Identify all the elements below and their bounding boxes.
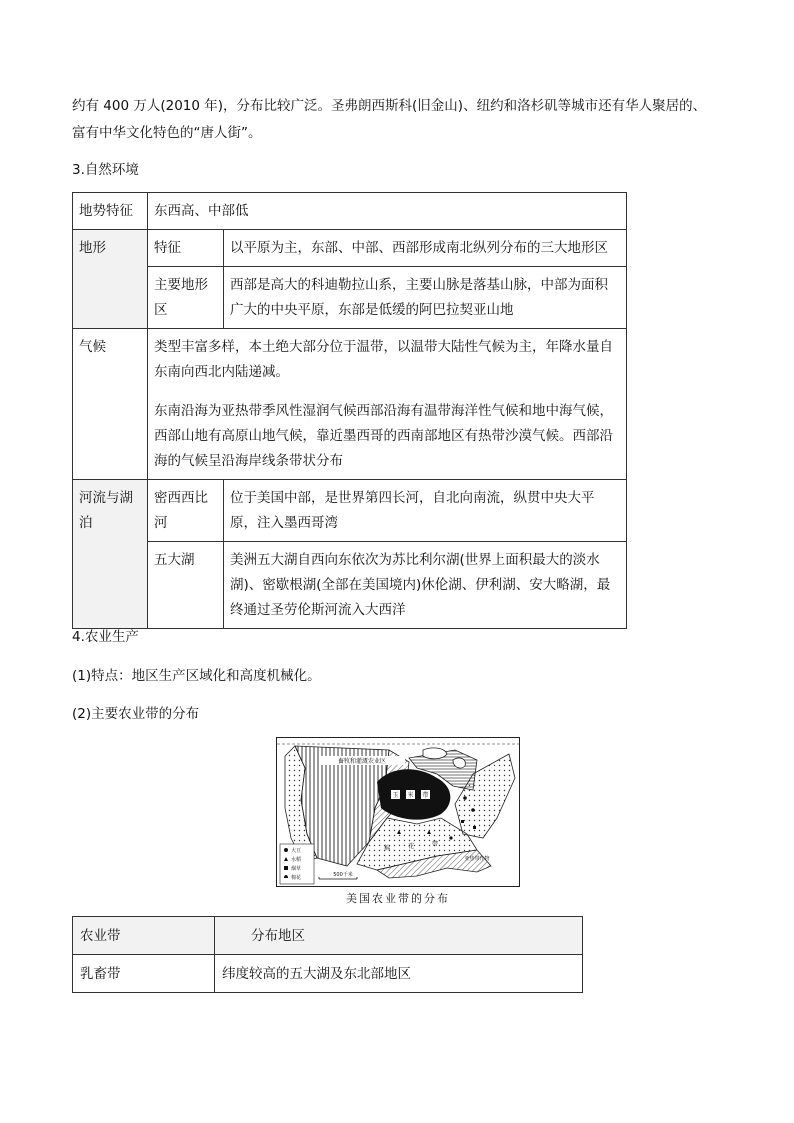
- soybean-icon: [284, 848, 288, 852]
- corn-belt-char-3: 带: [422, 792, 429, 799]
- climate-paragraph-1: 类型丰富多样，本土绝大部分位于温带，以温带大陆性气候为主，年降水量自东南向西北内陆递减。: [154, 339, 613, 380]
- feature-label: 特征: [148, 230, 224, 267]
- terrain-label: 地势特征: [73, 193, 148, 230]
- legend-tobacco: 烟草: [291, 866, 302, 872]
- table-row: [73, 955, 583, 993]
- table-row: [73, 230, 627, 267]
- table-row: [73, 480, 627, 542]
- map-legend: [280, 844, 314, 884]
- tobacco-icon: [284, 866, 288, 870]
- agriculture-belt-table: [72, 916, 583, 993]
- mississippi-label: 密西西比河: [148, 480, 224, 542]
- great-lakes-value: 美洲五大湖自西向东依次为苏比利尔湖(世界上面积最大的淡水湖)、密歇根湖(全部在美国境内)休伦湖、伊利湖、安大略湖，最终通过圣劳伦斯河流入大西洋: [224, 542, 627, 629]
- corn-belt-labels: [391, 790, 430, 799]
- climate-label: 气候: [73, 329, 148, 480]
- legend-cotton: 棉花: [291, 875, 302, 881]
- section-natural-environment: 3.自然环境: [72, 162, 139, 178]
- rivers-lakes-label: 河流与湖泊: [73, 480, 148, 629]
- climate-value: [148, 329, 627, 480]
- intro-paragraph: [72, 93, 732, 147]
- agri-point-1: (1)特点：地区生产区域化和高度机械化。: [72, 668, 321, 684]
- us-agriculture-map: [276, 737, 520, 887]
- table-row: [73, 193, 627, 230]
- intro-line-2: 富有中华文化特色的“唐人街”。: [72, 125, 262, 141]
- scale-label: 500千米: [333, 872, 353, 878]
- section-agriculture: 4.农业生产: [72, 629, 139, 645]
- cotton-belt-char-1: 棉: [383, 845, 391, 852]
- map-graphic: [277, 738, 519, 886]
- feature-value: 以平原为主，东部、中部、西部形成南北纵列分布的三大地形区: [224, 230, 627, 267]
- agri-point-2: (2)主要农业带的分布: [72, 706, 200, 722]
- col-header-area: 分布地区: [215, 917, 583, 955]
- area-cell: 纬度较高的五大湖及东北部地区: [215, 955, 583, 993]
- landform-label: 地形: [73, 230, 148, 329]
- map-label-subtropical: 亚热带作物: [464, 856, 490, 862]
- corn-belt-char-2: 米: [407, 792, 414, 799]
- corn-belt-char-1: 玉: [392, 792, 399, 799]
- main-landforms-label: 主要地形区: [148, 267, 224, 329]
- col-header-belt: 农业带: [73, 917, 215, 955]
- climate-paragraph-2: 东南沿海为亚热带季风性湿润气候西部沿海有温带海洋性气候和地中海气候，西部山地有高原山地气候，靠近墨西哥的西南部地区有热带沙漠气候。西部沿海的气候呈沿海岸线条带状分布: [154, 403, 613, 469]
- terrain-value: 东西高、中部低: [148, 193, 627, 230]
- legend-rice: 水稻: [291, 857, 302, 863]
- cotton-belt-char-2: 花: [407, 843, 415, 850]
- main-landforms-value: 西部是高大的科迪勒拉山系，主要山脉是落基山脉，中部为面积广大的中央平原，东部是低缓的阿巴拉契亚山地: [224, 267, 627, 329]
- great-lakes-label: 五大湖: [148, 542, 224, 629]
- table-header-row: [73, 917, 583, 955]
- table-row: [73, 267, 627, 329]
- intro-line-1: 约有 400 万人(2010 年)，分布比较广泛。圣弗朗西斯科(旧金山)、纽约和洛杉矶等城市还有华人聚居的、: [72, 98, 707, 114]
- map-caption: 美国农业带的分布: [346, 892, 450, 905]
- table-row: [73, 542, 627, 629]
- legend-soybean: 大豆: [291, 848, 302, 854]
- map-label-grazing: 畜牧和灌溉农业区: [337, 758, 387, 765]
- belt-cell: 乳畜带: [73, 955, 215, 993]
- cotton-belt-char-3: 带: [431, 841, 439, 848]
- mississippi-value: 位于美国中部，是世界第四长河，自北向南流，纵贯中央大平原，注入墨西哥湾: [224, 480, 627, 542]
- table-row: [73, 329, 627, 480]
- natural-environment-table: [72, 192, 627, 629]
